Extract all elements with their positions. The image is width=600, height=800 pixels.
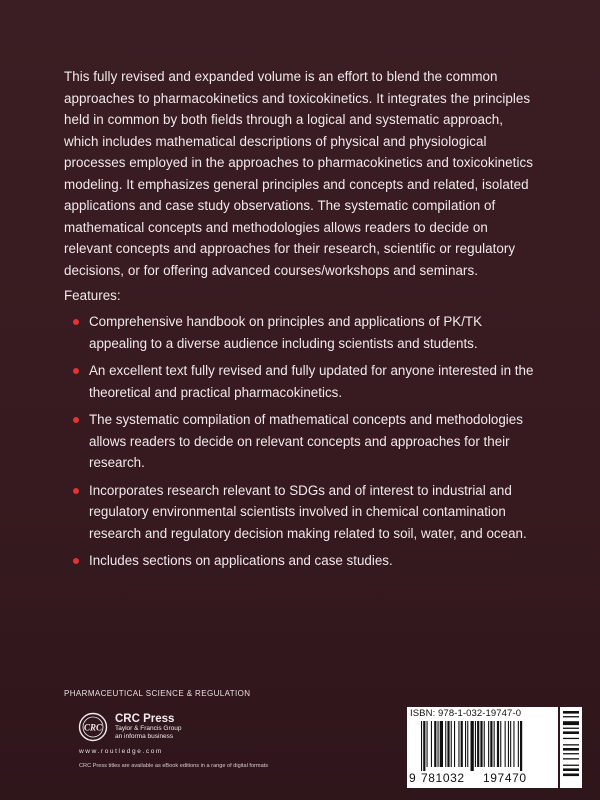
price-barcode-bar: [563, 711, 579, 714]
barcode-bar: [421, 721, 422, 771]
list-item: [64, 409, 534, 474]
barcode-bar: [480, 721, 482, 767]
list-item: [64, 360, 534, 403]
description-text: This fully revised and expanded volume is an effort to blend the common approaches to pharmacokinetics and toxicokinetics. It integrates the principles held in common by both fields through a logical and systematic approach, which includes mathematical descriptions of physical and physiological processes employed in the approaches to pharmacokinetics and toxicokinetics modeling. It emphasizes general principles and concepts and related, isolated applications and case study observations. The systematic compilation of mathematical concepts and methodologies allows readers to decide on relevant concepts and approaches for their research, scientific or regulatory decisions, or for offering advanced courses/workshops and seminars.: [64, 69, 533, 278]
barcode-bar: [508, 721, 509, 767]
crc-logo-icon: [78, 712, 108, 742]
publisher-group: Taylor & Francis Group: [115, 725, 182, 732]
barcode-bar: [484, 721, 485, 767]
barcode-bar: [467, 721, 468, 767]
bullet-icon: [73, 417, 79, 423]
price-barcode-bar: [563, 753, 579, 754]
price-barcode-bar: [563, 748, 579, 751]
isbn-text: ISBN: 978-1-032-19747-0: [410, 708, 522, 719]
barcode-bar: [465, 721, 466, 767]
barcode-bar: [520, 721, 522, 771]
bullet-icon: [73, 488, 79, 494]
list-item: [64, 550, 534, 572]
price-barcode-bar: [563, 738, 579, 739]
price-barcode-bar: [563, 774, 579, 777]
barcode-bar: [440, 721, 443, 767]
isbn-barcode: [407, 707, 558, 788]
features-heading: Features:: [64, 288, 121, 303]
publisher-url: www.routledge.com: [79, 748, 163, 755]
ebook-note: CRC Press titles are available as eBook editions in a range of digital formats: [79, 763, 269, 769]
barcode-first-digit: 9: [409, 771, 416, 785]
feature-text: Comprehensive handbook on principles and applications of PK/TK appealing to a diverse audience including scientists and students.: [89, 314, 483, 351]
barcode-bar: [438, 721, 439, 767]
publisher-tagline: an informa business: [115, 733, 174, 740]
barcode-bar: [471, 721, 474, 771]
bullet-icon: [73, 368, 79, 374]
barcode-bar: [490, 721, 492, 767]
barcode-bar: [447, 721, 449, 767]
feature-text: The systematic compilation of mathematical concepts and methodologies allows readers to decide on relevant concepts and approaches for their research.: [89, 412, 523, 470]
price-barcode-bar: [563, 758, 579, 759]
barcode-bar: [488, 721, 489, 767]
price-barcode: [560, 707, 582, 788]
barcode-bar: [445, 721, 446, 767]
barcode-bar: [505, 721, 506, 767]
barcode-bar: [500, 721, 501, 767]
list-item: [64, 480, 534, 545]
price-barcode-bar: [563, 765, 579, 766]
price-barcode-bar: [563, 721, 579, 725]
publisher-block: [115, 713, 181, 741]
barcode-bar: [431, 721, 432, 767]
barcode-bar: [477, 721, 479, 767]
barcode-bars: [409, 721, 556, 771]
barcode-bar: [461, 721, 463, 767]
barcode-right-digits: 197470: [483, 771, 527, 785]
price-barcode-bar: [563, 716, 579, 717]
barcode-bar: [427, 721, 428, 767]
price-barcode-bars: [560, 707, 582, 788]
barcode-bar: [494, 721, 495, 767]
barcode-bar: [454, 721, 455, 767]
barcode-bar: [513, 721, 514, 767]
price-barcode-bar: [563, 768, 579, 771]
price-barcode-bar: [563, 728, 579, 729]
barcode-digits: [407, 771, 558, 787]
series-title: PHARMACEUTICAL SCIENCE & REGULATION: [64, 689, 251, 698]
barcode-bar: [458, 721, 459, 767]
bullet-icon: [73, 558, 79, 564]
bullet-icon: [73, 319, 79, 325]
feature-text: Includes sections on applications and case studies.: [89, 553, 393, 568]
barcode-bar: [451, 721, 452, 767]
list-item: [64, 311, 534, 354]
barcode-bar: [510, 721, 511, 767]
barcode-bar: [497, 721, 499, 767]
barcode-left-digits: 781032: [421, 771, 465, 785]
crc-logo-text: CRC: [83, 722, 103, 733]
barcode-bar: [518, 721, 519, 767]
publisher-name: CRC Press: [115, 713, 175, 725]
barcode-bar: [423, 721, 425, 771]
price-barcode-bar: [563, 731, 579, 734]
features-list: [64, 311, 534, 578]
feature-text: Incorporates research relevant to SDGs and of interest to industrial and regulatory environmental scientists involved in chemical contamination research and regulatory decision making related to soil, water, and ocean.: [89, 482, 527, 541]
barcode-bar: [434, 721, 436, 767]
price-barcode-bar: [563, 744, 579, 745]
barcode-bar: [475, 721, 476, 767]
feature-text: An excellent text fully revised and fully updated for anyone interested in the theoretical and practical pharmacokinetics.: [89, 363, 534, 400]
